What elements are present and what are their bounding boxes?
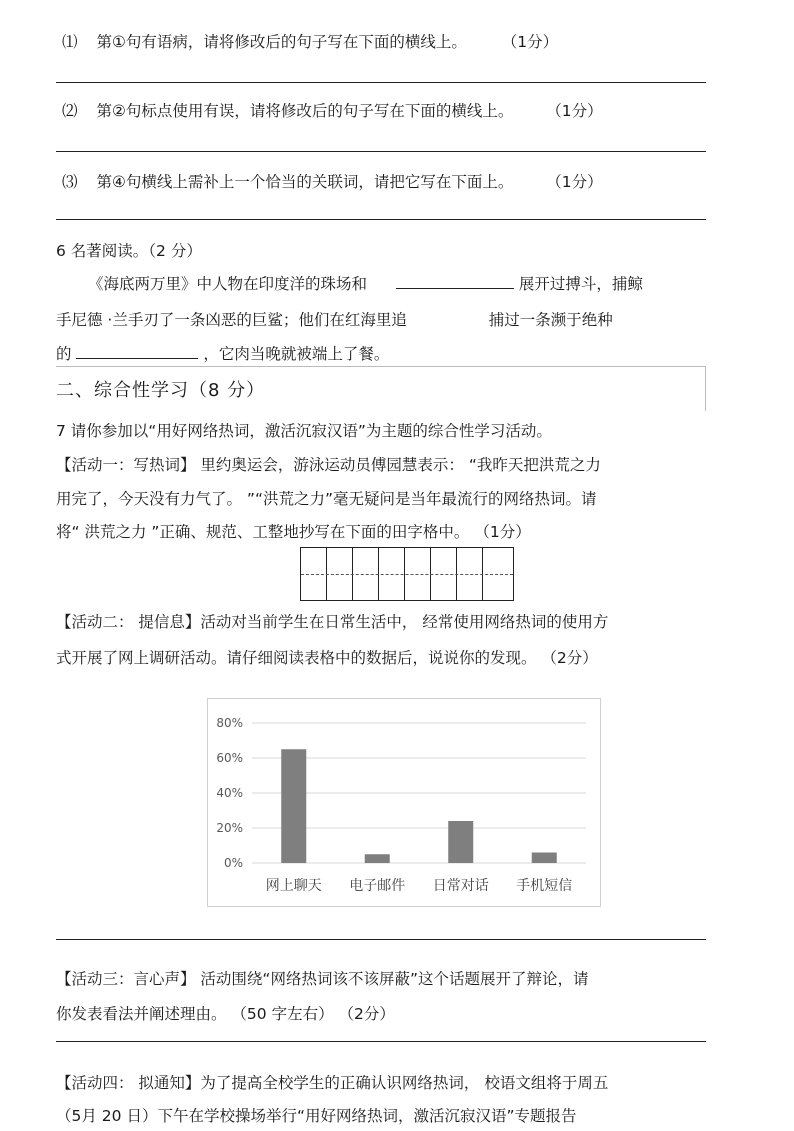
bar bbox=[281, 749, 306, 863]
answer-line-1[interactable] bbox=[56, 82, 706, 83]
y-tick-label: 20% bbox=[216, 821, 243, 835]
activity2-line-1: 【活动二： 提信息】活动对当前学生在日常生活中， 经常使用网络热词的使用方 bbox=[56, 613, 609, 631]
x-category-label: 电子邮件 bbox=[349, 878, 406, 894]
y-tick-label: 60% bbox=[216, 751, 243, 765]
q6-line-3 bbox=[56, 342, 389, 364]
q6-text: ，它肉当晚就被端上了餐。 bbox=[203, 345, 390, 363]
item-number: ⑵ bbox=[62, 102, 78, 120]
activity1-line-3: 将“ 洪荒之力 ”正确、规范、工整地抄写在下面的田字格中。 （1分） bbox=[56, 523, 531, 541]
activity3-line-1: 【活动三：言心声】 活动围绕“网络热词该不该屏蔽”这个话题展开了辩论，请 bbox=[56, 970, 589, 988]
q6-text: 手尼德 ·兰手刃了一条凶恶的巨鲨；他们在红海里追 bbox=[56, 311, 407, 329]
item-number: ⑴ bbox=[62, 33, 78, 51]
q6-text: 展开过搏斗，捕鲸 bbox=[518, 275, 643, 293]
answer-line-3[interactable] bbox=[56, 219, 706, 220]
q6-text: 《海底两万里》中人物在印度洋的珠场和 bbox=[88, 275, 368, 293]
x-category-label: 手机短信 bbox=[516, 878, 573, 894]
answer-line-2[interactable] bbox=[56, 151, 706, 152]
answer-line-5[interactable] bbox=[56, 1041, 706, 1042]
x-category-label: 日常对话 bbox=[432, 878, 489, 894]
answer-line-4[interactable] bbox=[56, 939, 706, 940]
section-divider-edge bbox=[705, 367, 706, 411]
q5-item-2 bbox=[62, 99, 603, 121]
activity1-line-2: 用完了，今天没有力气了。 ”“洪荒之力”毫无疑问是当年最流行的网络热词。请 bbox=[56, 490, 597, 508]
y-tick-label: 0% bbox=[223, 856, 243, 870]
bar bbox=[448, 821, 473, 863]
item-text: 第①句有语病，请将修改后的句子写在下面的横线上。 bbox=[96, 33, 467, 51]
activity2-line-2: 式开展了网上调研活动。请仔细阅读表格中的数据后，说说你的发现。 （2分） bbox=[56, 649, 598, 667]
activity4-line-2: （5月 20 日）下午在学校操场举行“用好网络热词，激活沉寂汉语”专题报告 bbox=[56, 1107, 577, 1125]
activity4-line-1: 【活动四： 拟通知】为了提高全校学生的正确认识网络热词， 校语文组将于周五 bbox=[56, 1074, 609, 1092]
q5-item-3 bbox=[62, 170, 603, 192]
grid-midline bbox=[301, 574, 513, 575]
fill-blank-3[interactable] bbox=[76, 342, 198, 359]
item-text: 第②句标点使用有误，请将修改后的句子写在下面的横线上。 bbox=[96, 102, 514, 120]
survey-bar-chart bbox=[207, 698, 601, 907]
activity1-line-1: 【活动一：写热词】 里约奥运会，游泳运动员傅园慧表示： “我昨天把洪荒之力 bbox=[56, 456, 601, 474]
chart-svg bbox=[208, 699, 600, 906]
item-score: （1分） bbox=[501, 33, 559, 51]
q6-text: 的 bbox=[56, 345, 72, 363]
y-tick-label: 40% bbox=[216, 786, 243, 800]
q7-intro: 7 请你参加以“用好网络热词，激活沉寂汉语”为主题的综合性学习活动。 bbox=[56, 422, 552, 440]
bar bbox=[365, 854, 390, 863]
bar bbox=[532, 853, 557, 864]
fill-blank-1[interactable] bbox=[396, 272, 514, 289]
x-category-label: 网上聊天 bbox=[265, 878, 322, 894]
tianzige-grid[interactable] bbox=[300, 547, 514, 601]
q6-text: 捕过一条濒于绝种 bbox=[488, 311, 613, 329]
activity3-line-2: 你发表看法并阐述理由。 （50 字左右） （2分） bbox=[56, 1005, 395, 1023]
y-tick-label: 80% bbox=[216, 716, 243, 730]
item-number: ⑶ bbox=[62, 173, 78, 191]
item-score: （1分） bbox=[546, 102, 603, 120]
q6-line-2 bbox=[56, 308, 613, 330]
q5-item-1 bbox=[62, 30, 558, 52]
section-title: 二、综合性学习（8 分） bbox=[56, 380, 266, 401]
q6-title: 6 名著阅读。（2 分） bbox=[56, 242, 202, 260]
item-score: （1分） bbox=[546, 173, 603, 191]
q6-line-1 bbox=[88, 272, 643, 294]
item-text: 第④句横线上需补上一个恰当的关联词，请把它写在下面上。 bbox=[96, 173, 514, 191]
